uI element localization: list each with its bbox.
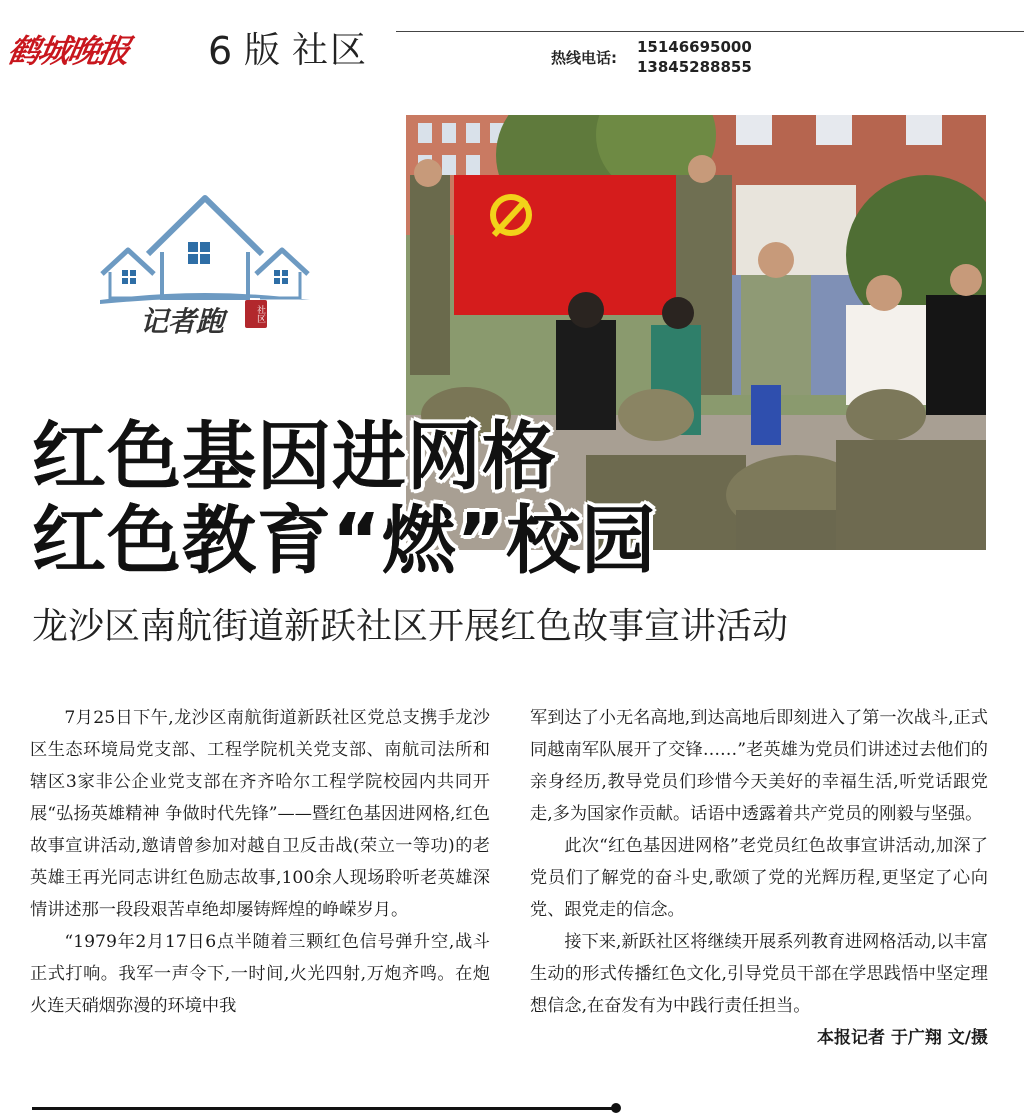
page-unit: 版 [244,30,283,71]
bottom-rule-dot [611,1103,621,1113]
article-right-column [530,702,988,1054]
byline: 本报记者 于广翔 文/摄 [816,1028,988,1048]
header-rule [396,31,1024,32]
paragraph: “1979年2月17日6点半随着三颗红色信号弹升空,战斗正式打响。我军一声令下,一时间,火光四射,万炮齐鸣。在炮火连天硝烟弥漫的环境中我 [30,932,490,1016]
hotline-label: 热线电话: [551,49,617,67]
section-name-text: 社区 [292,30,369,71]
page-number: 6 [208,29,233,73]
newspaper-logo: 鹤城晚报 [4,32,132,70]
column-logo-text: 记者跑 [140,305,225,338]
paragraph: 接下来,新跃社区将继续开展系列教育进网格活动,以丰富生动的形式传播红色文化,引导党员干部在学思践悟中坚定理想信念,在奋发有为中践行责任担当。 [530,932,988,1016]
bottom-rule [32,1107,616,1110]
paragraph: 军到达了小无名高地,到达高地后即刻进入了第一次战斗,正式同越南军队展开了交锋……”老英雄为党员们讲述过去他们的亲身经历,教导党员们珍惜今天美好的幸福生活,听党话跟党走,多为国家作贡献。话语中透露着共产党员的刚毅与坚强。 [530,708,988,824]
column-logo-seal: 社区 [245,300,267,328]
hotline-number-1: 15146695000 [637,38,752,56]
headline-line-2: 红色教育“燃”校园 [32,498,657,584]
section-title [244,30,368,72]
article-left-column [30,702,490,1022]
headline-line-1: 红色基因进网格 [32,414,557,500]
paragraph: 此次“红色基因进网格”老党员红色故事宣讲活动,加深了党员们了解党的奋斗史,歌颂了党的光辉历程,更坚定了心向党、跟党走的信念。 [530,836,988,920]
subheadline: 龙沙区南航街道新跃社区开展红色故事宣讲活动 [32,606,789,647]
paragraph: 7月25日下午,龙沙区南航街道新跃社区党总支携手龙沙区生态环境局党支部、工程学院机关党支部、南航司法所和辖区3家非公企业党支部在齐齐哈尔工程学院校园内共同开展“弘扬英雄精神 争做时代先锋”——暨红色基因进网格,红色故事宣讲活动,邀请曾参加对越自卫反击战(荣立一等功)的老英雄王再光同志讲红色励志故事,100余人现场聆听老英雄深情讲述那一段段艰苦卓绝却屡铸辉煌的峥嵘岁月。 [30,708,490,920]
hotline-number-2: 13845288855 [637,58,752,76]
